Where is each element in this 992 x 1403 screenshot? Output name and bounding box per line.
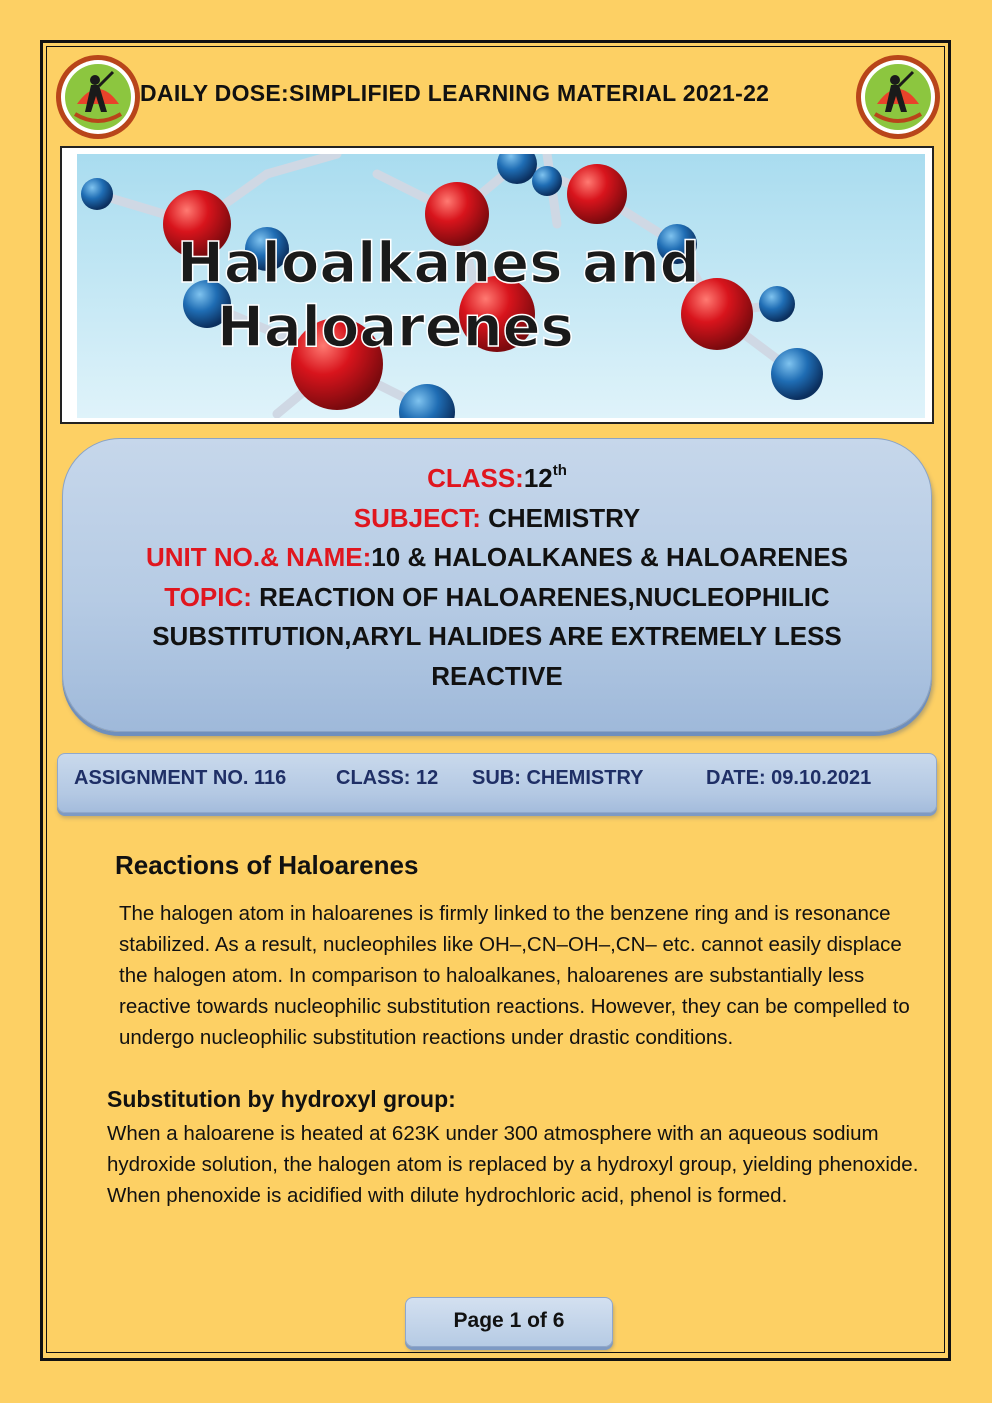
topic-line-2: SUBSTITUTION,ARYL HALIDES ARE EXTREMELY LESS [152,621,842,651]
banner-title-line2: Haloarenes [217,295,574,360]
subject-label: SUBJECT: [353,502,489,533]
page-indicator: Page 1 of 6 [405,1297,613,1347]
hydroxyl-paragraph: When a haloarene is heated at 623K under 300 atmosphere with an aqueous sodium hydroxide solution, the halogen atom is replaced by a hydroxyl group, yielding phenoxide. When phenoxide is acidified with dilute hydrochloric acid, phenol is formed. [107,1122,919,1207]
topic-line-3: REACTIVE [431,660,563,691]
class-label: CLASS: [427,463,524,493]
unit-line [63,538,931,578]
assignment-subject: SUB: CHEMISTRY [472,767,644,789]
subject-line [63,499,931,539]
banner-title-line1: Haloalkanes and [177,231,700,296]
unit-label: UNIT NO.& NAME: [145,542,372,572]
unit-value: 10 & HALOALKANES & HALOARENES [371,542,849,572]
class-line [63,459,931,499]
assignment-bar [57,753,937,813]
topic-line [63,578,931,618]
molecule-banner-image [77,154,925,418]
school-emblem-icon [855,54,941,140]
section-heading: Reactions of Haloarenes [115,850,419,880]
assignment-class: CLASS: 12 [336,767,439,789]
school-emblem-icon [55,54,141,140]
subsection-heading: Substitution by hydroxyl group: [107,1086,456,1112]
assignment-date: DATE: 09.10.2021 [706,767,872,789]
assignment-number: ASSIGNMENT NO. 116 [74,767,287,789]
class-superscript: th [552,462,567,479]
topic-label: TOPIC: [164,581,260,612]
class-info-card [62,438,932,732]
intro-paragraph: The halogen atom in haloarenes is firmly linked to the benzene ring and is resonance stabilized. As a result, nucleophiles like OH–,CN–OH–,CN– etc. cannot easily displace the halogen atom. In comparison to haloalkanes, haloarenes are substantially less reactive towards nucleophilic substitution reactions. However, they can be compelled to undergo nucleophilic substitution reactions under drastic conditions. [119,902,910,1049]
header-title: DAILY DOSE:SIMPLIFIED LEARNING MATERIAL 2021-22 [140,80,770,106]
subject-value: CHEMISTRY [488,502,641,533]
class-value: 12 [523,463,553,493]
topic-value-1: REACTION OF HALOARENES,NUCLEOPHILIC [259,581,830,612]
